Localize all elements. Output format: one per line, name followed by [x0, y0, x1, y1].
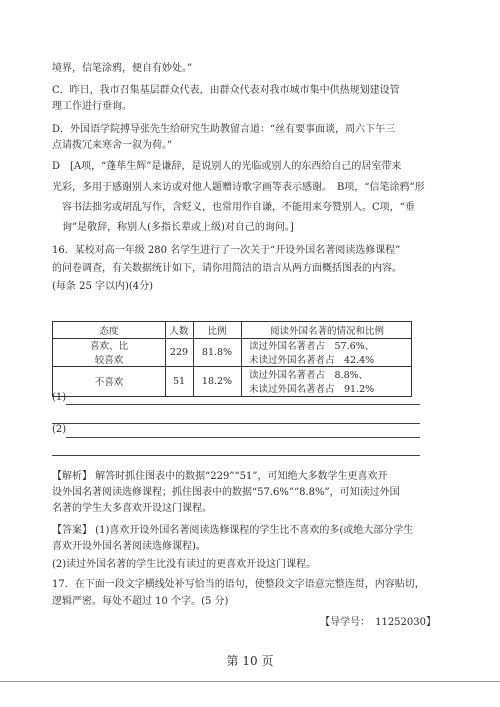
text-line: 容书法拙劣或胡乱写作，含贬义，也常用作自谦，不能用来夸赞别人。C项，“垂: [62, 202, 415, 213]
answer-blank[interactable]: [66, 437, 420, 438]
answer-label: (1): [52, 392, 67, 403]
answer-blank[interactable]: [52, 423, 420, 424]
text-line: D [A项，“蓬荜生辉”是谦辞，是说别人的光临或别人的东西给自己的居室带来: [52, 161, 402, 172]
analysis-line: 【解析】 解答时抓住图表中的数据“229”“51”，可知绝大多数学生更喜欢开: [52, 471, 388, 482]
answer-line: 【答案】 (1)喜欢开设外国名著阅读选修课程的学生比不喜欢的多(或绝大部分学生: [52, 525, 414, 536]
table-cell: [241, 338, 413, 366]
analysis-line: 设外国名著阅读选修课程；抓住图表中的数据“57.6%”“8.8%”，可知读过外国: [52, 487, 400, 498]
answer-line: (2)读过外国名著的学生比没有读过的更喜欢开设这门课程。: [52, 559, 317, 570]
table-cell: 229: [169, 346, 189, 358]
table-cell: 51: [172, 375, 186, 387]
question-16: 16．某校对高一年级 280 名学生进行了一次关于“开设外国名著阅读选修课程”: [52, 245, 401, 256]
text-line: 理工作进行垂询。: [52, 101, 132, 112]
text-line: C．昨日，我市召集基层群众代表，由群众代表对我市城市集中供热规划建设管: [52, 85, 400, 96]
detail-text: 读过外国名著者占 57.6%、: [249, 341, 375, 352]
table-header: 人数: [169, 326, 189, 337]
detail-text: 读过外国名著者占 8.8%、: [249, 370, 369, 381]
text-line: 点请拨冗来寒舍一叙为荷。”: [52, 140, 173, 151]
text-line: D．外国语学院搏导张先生给研究生助教留言道：“丝有要事面谈，周六下午三: [52, 124, 396, 135]
table-cell: [241, 366, 413, 396]
guide-number: 【导学号： 11252030】: [320, 617, 436, 628]
page-number: 第 10 页: [226, 654, 274, 668]
table-cell: [53, 338, 165, 366]
table-header: 阅读外国名著的情况和比例: [269, 326, 384, 337]
analysis-line: 名著的学生大多喜欢开设这门课程。: [52, 503, 212, 514]
text-line: (每条 25 字以内)(4分): [52, 281, 154, 292]
attitude-text: 喜欢、比: [89, 341, 128, 352]
table-cell: 81.8%: [201, 346, 233, 358]
text-line: 境界，信笔涂鸦，便自有妙处。”: [52, 63, 193, 74]
question-17: 逻辑严密。每处不超过 10 个字。(5 分): [52, 596, 229, 607]
detail-text: 未读过外国名著者占 91.2%: [249, 384, 375, 395]
text-line: 光彩，多用于感谢别人来访或对他人题赠诗歌字画等表示感谢。 B项，“信笔涂鸦”形: [52, 182, 425, 193]
answer-blank[interactable]: [66, 404, 420, 405]
detail-text: 未读过外国名著者占 42.4%: [249, 355, 375, 366]
answer-blank[interactable]: [52, 455, 420, 456]
attitude-text: 较喜欢: [94, 355, 124, 366]
text-line: 的问卷调查，有关数据统计如下，请你用简洁的语言从两方面概括图表的内容。: [52, 263, 402, 274]
text-line: 询”是敬辞，称别人(多指长辈或上级)对自己的询问。]: [62, 222, 294, 233]
answer-label: (2): [52, 424, 67, 435]
answer-line: 喜欢开设外国名著阅读选修课程)。: [52, 541, 206, 552]
survey-table: [52, 321, 412, 397]
question-17: 17．在下面一段文字横线处补写恰当的语句，使整段文字语意完整连贯，内容贴切，: [52, 579, 425, 590]
table-cell: 不喜欢: [94, 377, 124, 388]
table-header: 比例: [207, 326, 227, 337]
table-cell: 18.2%: [201, 375, 233, 387]
table-header: 态度: [99, 326, 119, 337]
footer-divider: [0, 681, 500, 682]
